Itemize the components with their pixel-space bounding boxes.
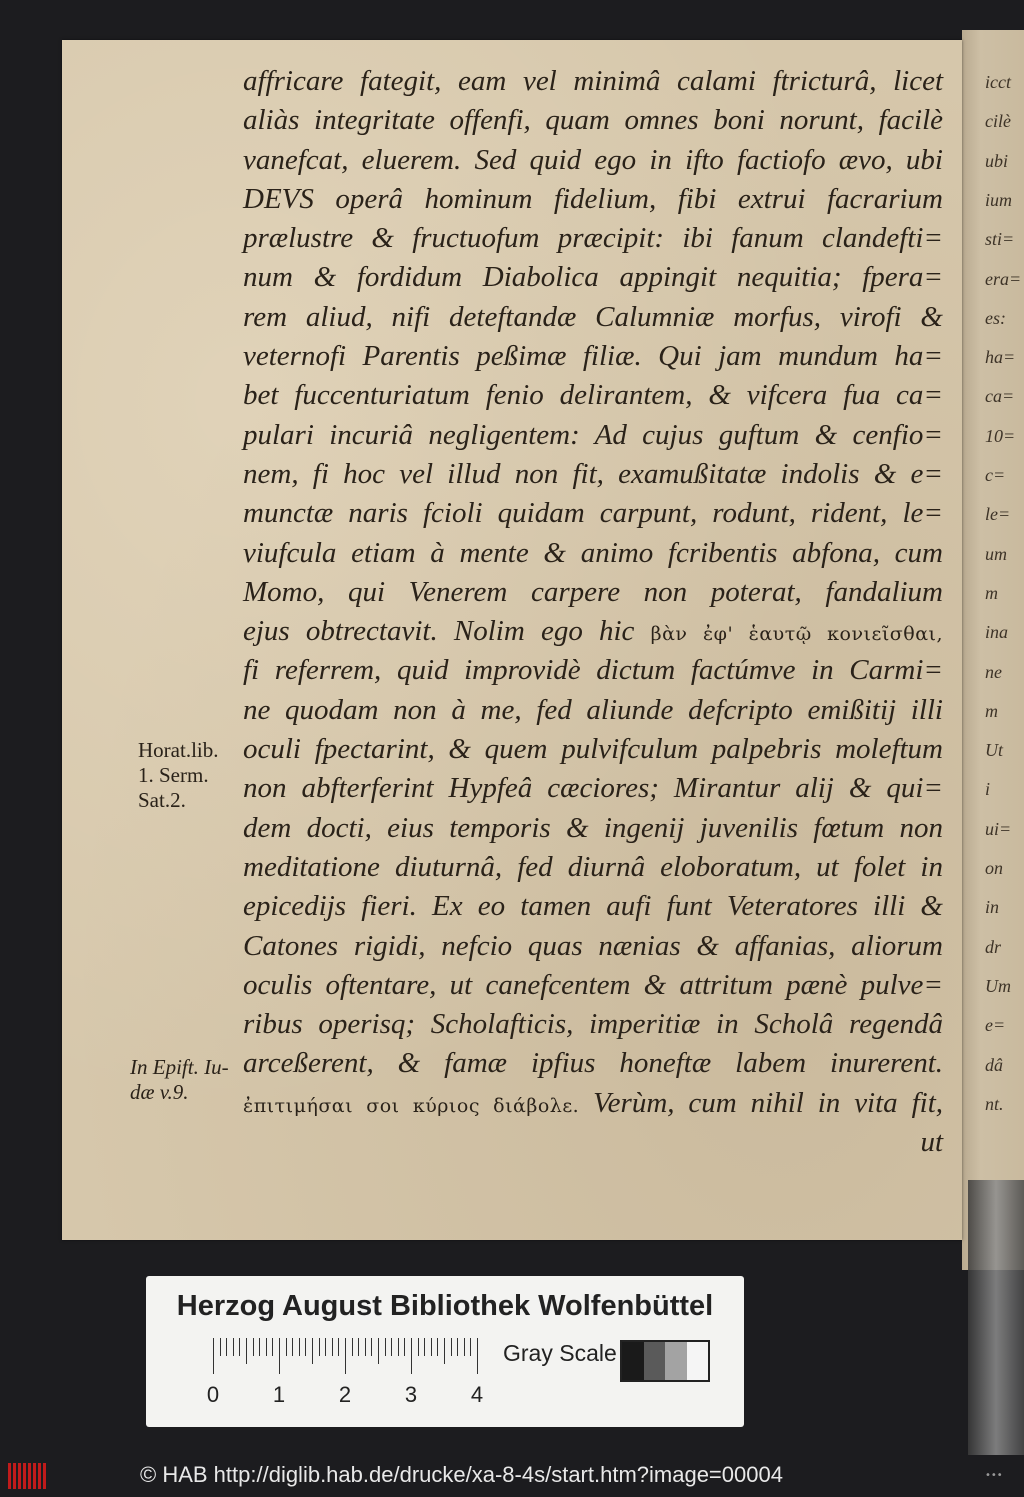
- facing-page-fragment: c=: [985, 465, 1006, 485]
- facing-page-fragment: Ut: [985, 740, 1003, 761]
- gray-swatch: [644, 1342, 666, 1380]
- greek-phrase: βὰν ἐφ' ἑαυτῷ κονιεῖσθαι,: [650, 623, 944, 646]
- text-line: non abfterferint Hypfeâ cæciores; Mirantur alij & qui=: [243, 772, 943, 805]
- ruler-tick: [299, 1338, 300, 1356]
- facing-page-fragment: ina: [985, 622, 1009, 643]
- text-line-latin: ejus obtrectavit. Nolim ego hic: [243, 615, 635, 648]
- facing-page-fragment: Um: [985, 975, 1011, 996]
- ruler-tick: [451, 1338, 452, 1356]
- ruler-tick: [365, 1338, 366, 1356]
- catchword: ut: [920, 1126, 943, 1159]
- ruler-tick: [385, 1338, 386, 1356]
- text-line: DEVS operâ hominum fidelium, fibi extrui facrarium: [243, 182, 943, 215]
- scale-number: 3: [404, 1382, 418, 1407]
- ruler-tick: [266, 1338, 267, 1356]
- text-line: Momo, qui Venerem carpere non poterat, fandalium: [243, 575, 943, 608]
- facing-page-fragment: e=: [985, 1015, 1006, 1036]
- facing-page-fragment: sti=: [985, 229, 1015, 250]
- ruler-tick: [444, 1338, 445, 1364]
- scale-number: 4: [470, 1382, 484, 1407]
- book-clamp: [968, 1180, 1024, 1455]
- facing-page-fragment: m: [985, 582, 998, 603]
- gray-swatch: [687, 1342, 709, 1380]
- ruler-tick: [338, 1338, 339, 1356]
- gray-swatch: [622, 1342, 644, 1380]
- facing-page-fragment: ca=: [985, 386, 1015, 407]
- text-line: dem docti, eius temporis & ingenij juvenilis fœtum non: [243, 811, 943, 844]
- hab-logo-icon: [8, 1463, 48, 1489]
- facing-page-fragment: 10=: [985, 425, 1016, 446]
- marginal-line: dæ v.9.: [130, 1080, 189, 1104]
- ruler-tick: [378, 1338, 379, 1364]
- main-text-block: [243, 62, 943, 1162]
- text-line: [243, 612, 943, 651]
- text-line: epicedijs fieri. Ex eo tamen aufi funt Veteratores illi &: [243, 890, 943, 923]
- text-line: pulari incuriâ negligentem: Ad cujus guftum & cenfio=: [243, 418, 943, 451]
- ruler-tick: [233, 1338, 234, 1356]
- marginal-line: In Epift. Iu-: [130, 1055, 229, 1079]
- text-line: arceßerent, & famæ ipfius honeftæ labem inurerent.: [243, 1047, 943, 1080]
- ruler-tick: [259, 1338, 260, 1356]
- text-line: munctæ naris fcioli quidam carpunt, rodunt, rident, le=: [243, 497, 943, 530]
- marginal-note-horat: [138, 738, 218, 813]
- color-scale-card: [146, 1276, 744, 1427]
- facing-page-fragment: icct: [985, 72, 1011, 92]
- greek-phrase: ἐπιτιμήσαι σοι κύριος διάβολε.: [243, 1094, 580, 1117]
- text-line: fi referrem, quid improvidè dictum factúmve in Carmi=: [243, 654, 943, 687]
- facing-page-fragment: in: [985, 897, 1000, 918]
- facing-page-fragment: nt.: [985, 1093, 1004, 1114]
- ruler-tick: [424, 1338, 425, 1356]
- ruler-tick: [398, 1338, 399, 1356]
- facing-page-fragment: on: [985, 858, 1003, 878]
- scale-number: 0: [206, 1382, 220, 1407]
- ruler-tick: [305, 1338, 306, 1356]
- text-line: oculi fpectarint, & quem pulvifculum palpebris moleftum: [243, 733, 943, 766]
- text-line: num & fordidum Diabolica appingit nequitia; fpera=: [243, 261, 943, 294]
- text-line: ribus operisq; Scholafticis, imperitiæ in Scholâ regendâ: [243, 1008, 943, 1041]
- marginal-note-epistle: [130, 1055, 229, 1105]
- facing-page-fragment: um: [985, 543, 1007, 564]
- text-line: affricare fategit, eam vel minimâ calami ftricturâ, licet: [243, 65, 943, 97]
- ruler-tick: [477, 1338, 478, 1374]
- text-line: nem, fi hoc vel illud non fit, examußitatæ indolis & e=: [243, 457, 943, 490]
- marginal-line: Sat.2.: [138, 788, 186, 812]
- ruler-tick: [213, 1338, 214, 1374]
- text-line: aliàs integritate offenfi, quam omnes boni norunt, facilè: [243, 104, 943, 137]
- facing-page-fragment: cilè: [985, 111, 1011, 132]
- ruler-tick: [312, 1338, 313, 1364]
- ruler-tick: [325, 1338, 326, 1356]
- facing-page-fragment: le=: [985, 504, 1011, 525]
- ruler-tick: [404, 1338, 405, 1356]
- text-line: Catones rigidi, nefcio quas nænias & affanias, aliorum: [243, 929, 943, 962]
- facing-page-fragment: ha=: [985, 347, 1016, 368]
- facing-page-fragment: ne: [985, 661, 1002, 682]
- facing-page: [962, 30, 1024, 1270]
- ruler-tick: [292, 1338, 293, 1356]
- ruler-tick: [358, 1338, 359, 1356]
- ruler-tick: [352, 1338, 353, 1356]
- scale-number: 1: [272, 1382, 286, 1407]
- text-line: [243, 1084, 943, 1123]
- library-title: Herzog August Bibliothek Wolfenbüttel: [176, 1290, 714, 1322]
- ruler-tick: [226, 1338, 227, 1356]
- text-line: veternofi Parentis peßimæ filiæ. Qui jam mundum ha=: [243, 340, 943, 373]
- ruler-tick: [220, 1338, 221, 1356]
- ruler-tick: [431, 1338, 432, 1356]
- text-line: rem aliud, nifi deteftandæ Calumniæ morfus, virofi &: [243, 300, 943, 333]
- facing-page-fragment: dr: [985, 936, 1002, 957]
- text-line: bet fuccenturiatum fenio delirantem, & vifcera fua ca=: [243, 379, 943, 412]
- text-line-latin: Verùm, cum nihil in vita fit,: [593, 1086, 944, 1119]
- ruler-tick: [411, 1338, 412, 1374]
- facing-page-fragment: dâ: [985, 1054, 1003, 1075]
- copyright-url: © HAB http://diglib.hab.de/drucke/xa-8-4s/start.htm?image=00004: [140, 1462, 783, 1487]
- footer-dots: •••: [985, 1470, 1003, 1481]
- facing-page-fragment: m: [985, 700, 998, 721]
- text-line: viufcula etiam à mente & animo fcribentis abfona, cum: [243, 536, 943, 569]
- ruler-tick: [286, 1338, 287, 1356]
- ruler-tick: [239, 1338, 240, 1356]
- gray-scale-label: Gray Scale: [503, 1340, 617, 1366]
- ruler-tick: [345, 1338, 346, 1374]
- text-line: oculis oftentare, ut canefcentem & attritum pænè pulve=: [243, 968, 943, 1001]
- ruler-tick: [418, 1338, 419, 1356]
- footer-bar: [0, 1458, 1024, 1497]
- text-line: ne quodam non à me, fed aliunde defcripto emißitij illi: [243, 693, 943, 726]
- facing-page-fragment: ui=: [985, 818, 1012, 839]
- ruler-tick: [464, 1338, 465, 1356]
- ruler-tick: [371, 1338, 372, 1356]
- facing-page-fragment: es:: [985, 307, 1006, 328]
- scale-ruler: [206, 1338, 489, 1408]
- ruler-tick: [332, 1338, 333, 1356]
- ruler-tick: [279, 1338, 280, 1374]
- marginal-line: Horat.lib.: [138, 738, 219, 762]
- text-line: prælustre & fructuofum præcipit: ibi fanum clandefti=: [243, 222, 943, 255]
- gray-scale-swatches: [620, 1340, 710, 1382]
- ruler-tick: [319, 1338, 320, 1356]
- text-line: vanefcat, eluerem. Sed quid ego in ifto factiofo ævo, ubi: [243, 143, 943, 176]
- text-line: meditatione diuturnâ, fed diurnâ eloboratum, ut folet in: [243, 850, 943, 883]
- ruler-tick: [272, 1338, 273, 1356]
- ruler-tick: [253, 1338, 254, 1356]
- facing-page-fragment: i: [985, 779, 991, 800]
- ruler-tick: [246, 1338, 247, 1364]
- ruler-tick: [391, 1338, 392, 1356]
- ruler-tick: [437, 1338, 438, 1356]
- gray-swatch: [665, 1342, 687, 1380]
- facing-page-fragment: ium: [985, 189, 1012, 210]
- ruler-tick: [470, 1338, 471, 1356]
- facing-page-fragment: ubi: [985, 150, 1009, 171]
- scale-number: 2: [338, 1382, 352, 1407]
- facing-page-fragment: era=: [985, 268, 1022, 289]
- ruler-tick: [457, 1338, 458, 1356]
- marginal-line: 1. Serm.: [138, 763, 209, 787]
